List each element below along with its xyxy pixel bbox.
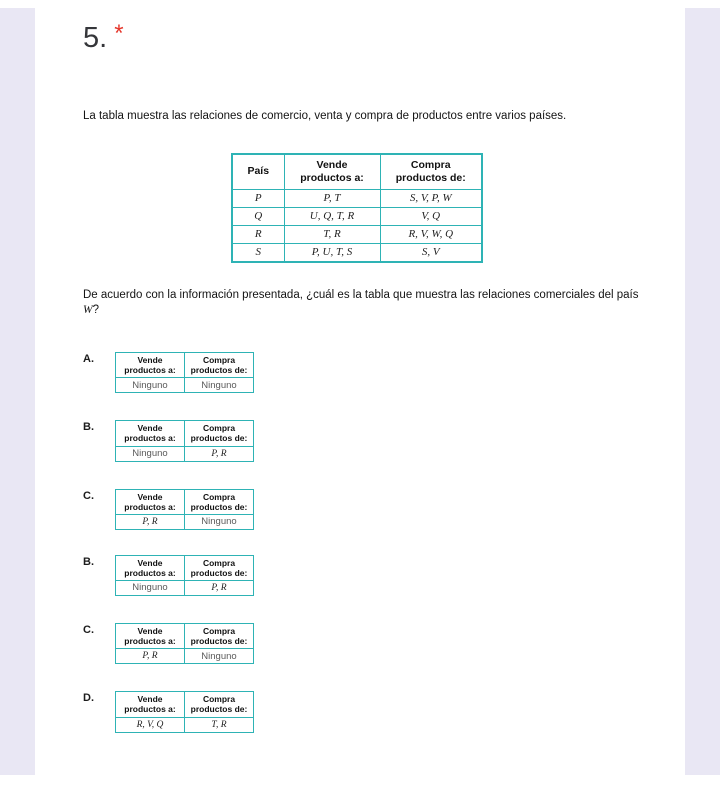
- trade-table: [231, 153, 483, 263]
- option-table-head: [116, 421, 254, 446]
- option-buys-value: P, R: [185, 580, 254, 595]
- option-table-body: [116, 378, 254, 393]
- option-col-compra: Compra productos de:: [185, 692, 254, 717]
- option-table-header-row: [116, 692, 254, 717]
- option-table-header-row: [116, 555, 254, 580]
- option-table-row: [116, 717, 254, 732]
- option-buys-value: T, R: [185, 717, 254, 732]
- option-buys-value: Ninguno: [185, 378, 254, 393]
- option-table-header-row: [116, 489, 254, 514]
- option-sells-value: R, V, Q: [116, 717, 185, 732]
- option-label: B.: [83, 421, 94, 434]
- trade-table-cell: R: [232, 225, 284, 243]
- prompt-text-after: ?: [92, 304, 99, 317]
- trade-table-row: [232, 225, 482, 243]
- required-asterisk: *: [114, 20, 124, 47]
- option-table-head: [116, 489, 254, 514]
- question-sheet: [35, 0, 685, 800]
- trade-table-zone: [231, 153, 655, 263]
- option-table: [115, 489, 254, 530]
- option-col-compra: Compra productos de:: [185, 623, 254, 648]
- option-buys-value: P, R: [185, 446, 254, 461]
- left-margin-rail: [0, 8, 35, 775]
- option-table-row: [116, 580, 254, 595]
- answer-option: [83, 623, 655, 664]
- trade-col-vende: Vende productos a:: [284, 154, 380, 190]
- option-table-body: [116, 514, 254, 529]
- option-table-row: [116, 514, 254, 529]
- trade-table-cell: S, V, P, W: [380, 189, 482, 207]
- option-table-wrap: [115, 489, 254, 528]
- trade-table-cell: T, R: [284, 225, 380, 243]
- option-sells-value: Ninguno: [116, 446, 185, 461]
- option-table-head: [116, 555, 254, 580]
- option-table-row: [116, 378, 254, 393]
- option-col-vende: Vende productos a:: [116, 489, 185, 514]
- prompt-text-before: De acuerdo con la información presentada, ¿cuál es la tabla que muestra las relaciones comerciales del país: [83, 288, 639, 301]
- option-table-head: [116, 623, 254, 648]
- option-sells-value: P, R: [116, 514, 185, 529]
- answer-option: [83, 352, 655, 393]
- trade-table-cell: P, T: [284, 189, 380, 207]
- trade-table-row: [232, 243, 482, 262]
- option-table-head: [116, 692, 254, 717]
- option-col-vende: Vende productos a:: [116, 692, 185, 717]
- option-label: B.: [83, 555, 94, 568]
- option-table-header-row: [116, 421, 254, 446]
- trade-table-cell: R, V, W, Q: [380, 225, 482, 243]
- trade-col-pais: País: [232, 154, 284, 190]
- trade-table-cell: P, U, T, S: [284, 243, 380, 262]
- answer-option: [83, 555, 655, 596]
- option-col-vende: Vende productos a:: [116, 555, 185, 580]
- answer-option: [83, 489, 655, 528]
- option-table-header-row: [116, 352, 254, 377]
- option-label: A.: [83, 352, 94, 365]
- trade-table-cell: Q: [232, 207, 284, 225]
- option-table: [115, 623, 254, 664]
- option-sells-value: P, R: [116, 649, 185, 664]
- option-table-body: [116, 717, 254, 732]
- option-table-body: [116, 649, 254, 664]
- prompt-country: W: [83, 304, 93, 317]
- option-table-body: [116, 446, 254, 461]
- option-table-wrap: [115, 623, 254, 664]
- option-col-compra: Compra productos de:: [185, 555, 254, 580]
- trade-table-cell: V, Q: [380, 207, 482, 225]
- trade-table-cell: S, V: [380, 243, 482, 262]
- option-col-compra: Compra productos de:: [185, 421, 254, 446]
- option-label: C.: [83, 623, 94, 636]
- option-col-vende: Vende productos a:: [116, 421, 185, 446]
- trade-table-body: [232, 189, 482, 262]
- right-margin-rail: [685, 8, 720, 775]
- option-table-wrap: [115, 420, 254, 461]
- trade-table-row: [232, 207, 482, 225]
- option-table-header-row: [116, 623, 254, 648]
- option-col-vende: Vende productos a:: [116, 623, 185, 648]
- option-table-wrap: [115, 691, 254, 732]
- option-sells-value: Ninguno: [116, 378, 185, 393]
- option-buys-value: Ninguno: [185, 649, 254, 664]
- option-table-row: [116, 446, 254, 461]
- option-col-compra: Compra productos de:: [185, 352, 254, 377]
- option-table-body: [116, 580, 254, 595]
- answer-option: [83, 420, 655, 461]
- option-table-row: [116, 649, 254, 664]
- trade-table-cell: P: [232, 189, 284, 207]
- option-col-vende: Vende productos a:: [116, 352, 185, 377]
- option-sells-value: Ninguno: [116, 580, 185, 595]
- trade-table-header-row: [232, 154, 482, 190]
- option-table-wrap: [115, 555, 254, 596]
- trade-table-cell: U, Q, T, R: [284, 207, 380, 225]
- question-intro: La tabla muestra las relaciones de comercio, venta y compra de productos entre varios países.: [83, 110, 567, 122]
- question-header: [83, 22, 655, 55]
- option-table-head: [116, 352, 254, 377]
- option-buys-value: Ninguno: [185, 514, 254, 529]
- option-label: D.: [83, 692, 94, 705]
- option-table: [115, 420, 254, 461]
- trade-table-cell: S: [232, 243, 284, 262]
- trade-table-row: [232, 189, 482, 207]
- trade-table-head: [232, 154, 482, 190]
- option-table: [115, 352, 254, 393]
- option-label: C.: [83, 489, 94, 502]
- option-table: [115, 555, 254, 596]
- option-table-wrap: [115, 352, 254, 393]
- option-col-compra: Compra productos de:: [185, 489, 254, 514]
- options-list: [83, 352, 655, 733]
- answer-option: [83, 691, 655, 732]
- option-table: [115, 691, 254, 732]
- trade-col-compra: Compra productos de:: [380, 154, 482, 190]
- question-prompt: [83, 288, 655, 319]
- question-number: 5.: [83, 22, 108, 54]
